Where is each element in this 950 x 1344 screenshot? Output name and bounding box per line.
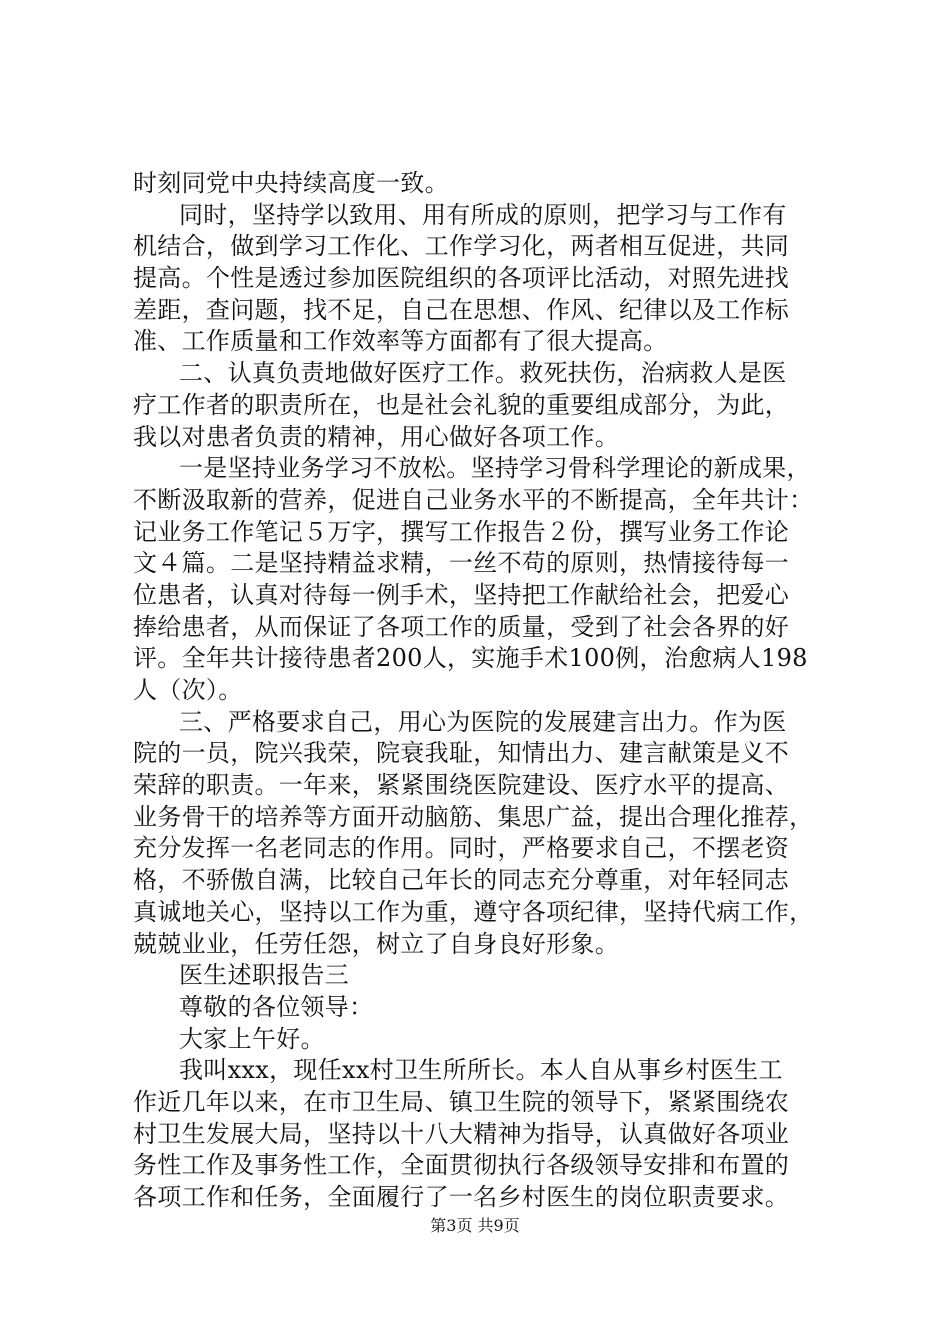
text-line: 村卫生发展大局，坚持以十八大精神为指导，认真做好各项业: [133, 1119, 790, 1148]
text-line: 院的一员，院兴我荣，院衰我耻，知情出力、建言献策是义不: [133, 739, 790, 768]
text-line: 一是坚持业务学习不放松。坚持学习骨科学理论的新成果，: [179, 454, 811, 483]
page-number-indicator: 第3页 共9页: [430, 1216, 520, 1235]
text-line: 文４篇。二是坚持精益求精，一丝不苟的原则，热情接待每一: [133, 549, 790, 578]
greeting: 大家上午好。: [179, 1024, 325, 1053]
text-line: 时刻同党中央持续高度一致。: [133, 169, 449, 197]
salutation: 尊敬的各位领导：: [179, 992, 374, 1021]
text-line: 提高。个性是透过参加医院组织的各项评比活动，对照先进找: [133, 264, 790, 293]
text-line: 捧给患者，从而保证了各项工作的质量，受到了社会各界的好: [133, 612, 790, 641]
report-title: 医生述职报告三: [179, 961, 350, 990]
text-line: 同时，坚持学以致用、用有所成的原则，把学习与工作有: [179, 200, 787, 229]
text-line: 作近几年以来，在市卫生局、镇卫生院的领导下，紧紧围绕农: [133, 1087, 790, 1116]
text-line: 业务骨干的培养等方面开动脑筋、集思广益，提出合理化推荐，: [133, 802, 814, 831]
text-line: 我以对患者负责的精神，用心做好各项工作。: [133, 422, 619, 451]
page-footer: [0, 1216, 950, 1236]
text-line: 充分发挥一名老同志的作用。同时，严格要求自己，不摆老资: [133, 834, 790, 863]
text-line: 格，不骄傲自满，比较自己年长的同志充分尊重，对年轻同志: [133, 866, 790, 895]
text-line: 各项工作和任务，全面履行了一名乡村医生的岗位职责要求。: [133, 1183, 790, 1211]
text-line: 务性工作及事务性工作，全面贯彻执行各级领导安排和布置的: [133, 1151, 790, 1180]
text-line: 记业务工作笔记５万字，撰写工作报告２份，撰写业务工作论: [133, 517, 790, 546]
text-line: 位患者，认真对待每一例手术，坚持把工作献给社会，把爱心: [133, 580, 790, 609]
text-line: 疗工作者的职责所在，也是社会礼貌的重要组成部分，为此，: [133, 390, 790, 419]
text-line: 真诚地关心，坚持以工作为重，遵守各项纪律，坚持代病工作，: [133, 897, 814, 926]
text-line: 差距，查问题，找不足，自己在思想、作风、纪律以及工作标: [133, 295, 790, 324]
text-line: 准、工作质量和工作效率等方面都有了很大提高。: [133, 327, 668, 356]
text-line: 荣辞的职责。一年来，紧紧围绕医院建设、医疗水平的提高、: [133, 771, 790, 800]
text-line: 评。全年共计接待患者200人，实施手术100例，治愈病人198: [133, 644, 808, 673]
text-line: 不断汲取新的营养，促进自己业务水平的不断提高，全年共计：: [133, 485, 814, 514]
section-heading-line: 二、认真负责地做好医疗工作。救死扶伤，治病救人是医: [179, 359, 787, 388]
text-line: 人（次）。: [133, 676, 243, 704]
text-line: 兢兢业业，任劳任怨，树立了自身良好形象。: [133, 929, 619, 958]
document-body: [133, 168, 833, 1214]
text-line: 机结合，做到学习工作化、工作学习化，两者相互促进，共同: [133, 232, 790, 261]
text-line: 我叫xxx，现任xx村卫生所所长。本人自从事乡村医生工: [179, 1056, 783, 1085]
section-heading-line: 三、严格要求自己，用心为医院的发展建言出力。作为医: [179, 707, 787, 736]
